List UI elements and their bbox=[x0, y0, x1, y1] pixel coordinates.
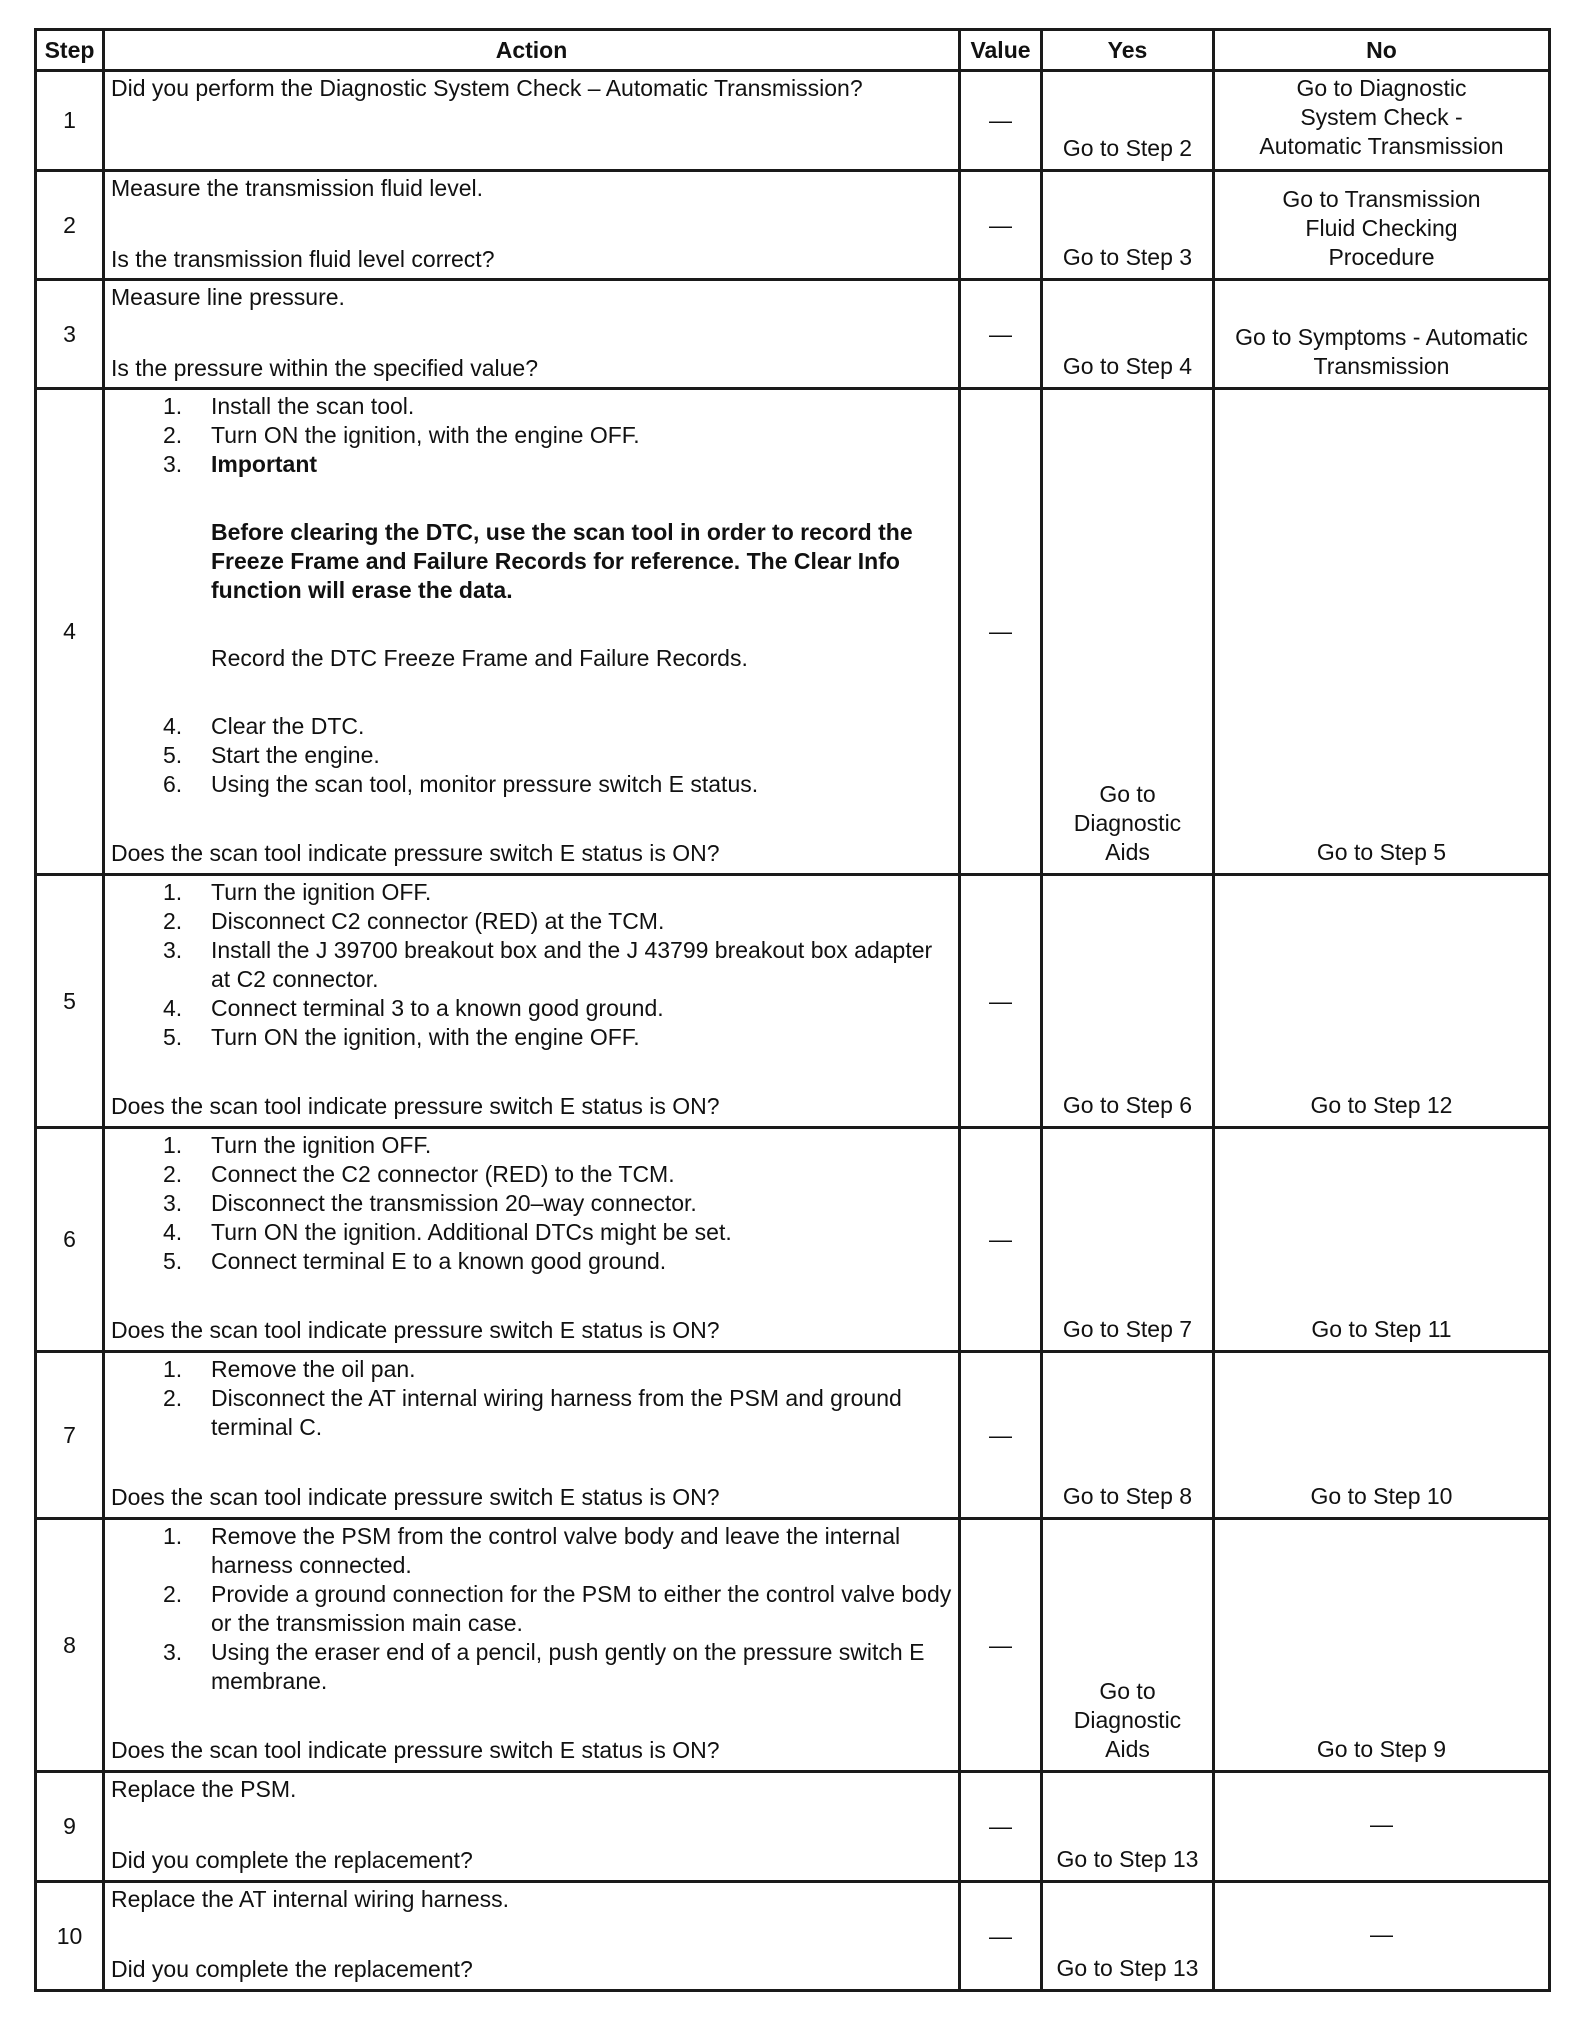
action-cell bbox=[104, 1882, 960, 1991]
list-item: 3. Install the J 39700 breakout box and the J 43799 breakout box adapter at C2 connector. bbox=[163, 937, 933, 992]
list-item: 5. Start the engine. bbox=[163, 742, 380, 768]
table-row bbox=[36, 875, 1550, 1128]
value-cell: — bbox=[960, 875, 1042, 1128]
table-row bbox=[36, 1882, 1550, 1991]
action-text: Measure the transmission fluid level. bbox=[111, 175, 483, 201]
no-text: Go to Transmission Fluid Checking Procedure bbox=[1282, 186, 1481, 270]
list-item: 2. Turn ON the ignition, with the engine OFF. bbox=[163, 422, 640, 448]
step-number: 1 bbox=[36, 71, 104, 171]
action-question: Does the scan tool indicate pressure switch E status is ON? bbox=[111, 1484, 720, 1510]
no-cell bbox=[1214, 171, 1550, 280]
yes-cell: Go to Step 6 bbox=[1042, 875, 1214, 1128]
action-cell bbox=[104, 1352, 960, 1519]
table-row bbox=[36, 280, 1550, 389]
action-steps bbox=[111, 1353, 954, 1442]
no-cell bbox=[1214, 71, 1550, 171]
action-question: Did you complete the replacement? bbox=[111, 1847, 473, 1873]
action-cell bbox=[104, 171, 960, 280]
value-cell: — bbox=[960, 389, 1042, 875]
value-cell: — bbox=[960, 71, 1042, 171]
list-item: 2. Connect the C2 connector (RED) to the TCM. bbox=[163, 1161, 675, 1187]
action-cell bbox=[104, 389, 960, 875]
list-item: 1. Remove the oil pan. bbox=[163, 1356, 416, 1382]
list-item: 4. Clear the DTC. bbox=[163, 713, 365, 739]
step-number: 9 bbox=[36, 1772, 104, 1882]
yes-cell: Go to Step 4 bbox=[1042, 280, 1214, 389]
list-item: 2. Provide a ground connection for the PSM to either the control valve body or the transmission main case. bbox=[163, 1581, 952, 1636]
value-cell: — bbox=[960, 1352, 1042, 1519]
table-row bbox=[36, 171, 1550, 280]
yes-text: Go to Diagnostic Aids bbox=[1073, 781, 1182, 865]
step-number: 8 bbox=[36, 1519, 104, 1772]
list-item: 5. Connect terminal E to a known good ground. bbox=[163, 1248, 667, 1274]
action-cell bbox=[104, 280, 960, 389]
action-question: Does the scan tool indicate pressure switch E status is ON? bbox=[111, 1093, 720, 1119]
list-item: 4. Connect terminal 3 to a known good ground. bbox=[163, 995, 664, 1021]
list-item: 1. Install the scan tool. bbox=[163, 393, 415, 419]
yes-cell: Go to Step 2 bbox=[1042, 71, 1214, 171]
action-cell bbox=[104, 1519, 960, 1772]
table-row bbox=[36, 1352, 1550, 1519]
no-cell: — bbox=[1214, 1772, 1550, 1882]
value-cell: — bbox=[960, 1128, 1042, 1352]
value-cell: — bbox=[960, 280, 1042, 389]
table-row bbox=[36, 1772, 1550, 1882]
list-item: 5. Turn ON the ignition, with the engine OFF. bbox=[163, 1024, 640, 1050]
action-steps bbox=[111, 1520, 954, 1696]
action-steps bbox=[111, 1129, 954, 1276]
list-item: 1. Turn the ignition OFF. bbox=[163, 879, 432, 905]
action-text: Did you perform the Diagnostic System Check – Automatic Transmission? bbox=[111, 75, 863, 101]
header-action: Action bbox=[104, 30, 960, 71]
action-cell bbox=[104, 875, 960, 1128]
no-cell: Go to Step 11 bbox=[1214, 1128, 1550, 1352]
list-item: 3. Important bbox=[163, 451, 318, 477]
step-number: 10 bbox=[36, 1882, 104, 1991]
action-question: Does the scan tool indicate pressure switch E status is ON? bbox=[111, 840, 720, 866]
action-question: Does the scan tool indicate pressure switch E status is ON? bbox=[111, 1737, 720, 1763]
table-row bbox=[36, 389, 1550, 875]
action-steps bbox=[111, 876, 954, 1052]
no-cell: Go to Step 12 bbox=[1214, 875, 1550, 1128]
action-question: Does the scan tool indicate pressure switch E status is ON? bbox=[111, 1317, 720, 1343]
yes-cell: Go to Step 7 bbox=[1042, 1128, 1214, 1352]
list-item: 3. Disconnect the transmission 20–way connector. bbox=[163, 1190, 697, 1216]
list-item: 3. Using the eraser end of a pencil, push gently on the pressure switch E membrane. bbox=[163, 1639, 925, 1694]
action-question: Is the pressure within the specified value? bbox=[111, 355, 539, 381]
action-steps bbox=[111, 712, 954, 799]
action-text: Replace the AT internal wiring harness. bbox=[111, 1886, 510, 1912]
header-row bbox=[36, 30, 1550, 71]
table-row bbox=[36, 71, 1550, 171]
table-row bbox=[36, 1128, 1550, 1352]
yes-cell: Go to Step 3 bbox=[1042, 171, 1214, 280]
no-cell: Go to Step 9 bbox=[1214, 1519, 1550, 1772]
header-step: Step bbox=[36, 30, 104, 71]
step-number: 4 bbox=[36, 389, 104, 875]
action-cell bbox=[104, 71, 960, 171]
list-item: 4. Turn ON the ignition. Additional DTCs might be set. bbox=[163, 1219, 732, 1245]
header-value: Value bbox=[960, 30, 1042, 71]
action-cell bbox=[104, 1128, 960, 1352]
step-number: 7 bbox=[36, 1352, 104, 1519]
list-item: 1. Remove the PSM from the control valve body and leave the internal harness connected. bbox=[163, 1523, 901, 1578]
important-note: Before clearing the DTC, use the scan tool in order to record the Freeze Frame and Failure Records for reference. The Clear Info function will erase the data. bbox=[211, 519, 913, 603]
list-item: 2. Disconnect the AT internal wiring harness from the PSM and ground terminal C. bbox=[163, 1385, 902, 1440]
yes-cell bbox=[1042, 389, 1214, 875]
value-cell: — bbox=[960, 1772, 1042, 1882]
list-item: 2. Disconnect C2 connector (RED) at the TCM. bbox=[163, 908, 665, 934]
list-item: 6. Using the scan tool, monitor pressure switch E status. bbox=[163, 771, 759, 797]
yes-cell: Go to Step 13 bbox=[1042, 1882, 1214, 1991]
diagnostic-table bbox=[34, 28, 1551, 1992]
step-number: 2 bbox=[36, 171, 104, 280]
no-cell: — bbox=[1214, 1882, 1550, 1991]
list-item: 1. Turn the ignition OFF. bbox=[163, 1132, 432, 1158]
no-cell: Go to Step 5 bbox=[1214, 389, 1550, 875]
action-text: Measure line pressure. bbox=[111, 284, 345, 310]
yes-cell bbox=[1042, 1519, 1214, 1772]
action-question: Is the transmission fluid level correct? bbox=[111, 246, 495, 272]
header-yes: Yes bbox=[1042, 30, 1214, 71]
table-row bbox=[36, 1519, 1550, 1772]
step-number: 5 bbox=[36, 875, 104, 1128]
value-cell: — bbox=[960, 1519, 1042, 1772]
action-cell bbox=[104, 1772, 960, 1882]
action-text: Replace the PSM. bbox=[111, 1776, 297, 1802]
action-question: Did you complete the replacement? bbox=[111, 1956, 473, 1982]
value-cell: — bbox=[960, 1882, 1042, 1991]
header-no: No bbox=[1214, 30, 1550, 71]
no-cell bbox=[1214, 280, 1550, 389]
action-steps bbox=[111, 390, 954, 479]
yes-cell: Go to Step 13 bbox=[1042, 1772, 1214, 1882]
record-text: Record the DTC Freeze Frame and Failure Records. bbox=[211, 645, 748, 671]
no-text: Go to Diagnostic System Check - Automatic Transmission bbox=[1259, 75, 1504, 159]
step-number: 6 bbox=[36, 1128, 104, 1352]
value-cell: — bbox=[960, 171, 1042, 280]
step-number: 3 bbox=[36, 280, 104, 389]
yes-text: Go to Diagnostic Aids bbox=[1073, 1678, 1182, 1762]
no-text: Go to Symptoms - Automatic Transmission bbox=[1235, 324, 1528, 379]
no-cell: Go to Step 10 bbox=[1214, 1352, 1550, 1519]
yes-cell: Go to Step 8 bbox=[1042, 1352, 1214, 1519]
